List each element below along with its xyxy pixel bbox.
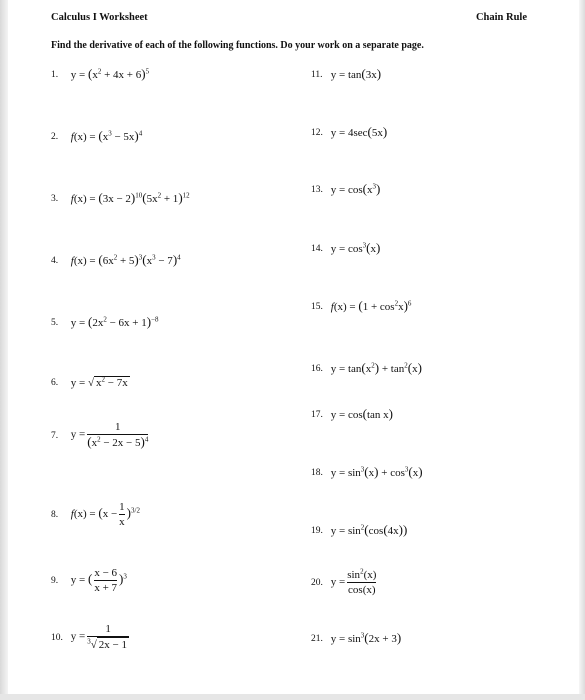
problem-2: [51, 128, 142, 144]
problem-expression: $y = \sin^2(\cos(4x))$: [330, 522, 408, 537]
problem-expression: f(x) = (x − $\frac{1}{x}$ )$^{3/2}$: [70, 501, 140, 528]
problem-number: 5.: [51, 317, 59, 328]
problem-number: 14.: [311, 243, 323, 254]
problem-expression: $f(x) = (x^3 - 5x)^4$: [70, 128, 143, 143]
problem-18: [311, 464, 423, 480]
problem-expression: y = tan(3x): [330, 66, 382, 81]
problem-number: 9.: [51, 576, 59, 587]
problem-20: [311, 568, 378, 597]
problem-expression: $y = \cos^3(x)$: [330, 240, 381, 255]
problem-17: [311, 406, 393, 422]
problem-1: [51, 66, 149, 82]
problem-expression: $y = \sin^3(2x + 3)$: [330, 630, 402, 645]
problem-number: 10.: [51, 632, 63, 643]
page-shadow-right: [579, 0, 585, 700]
problem-4: [51, 252, 181, 268]
page-shadow-left: [0, 0, 8, 700]
problem-12: [311, 124, 387, 140]
problem-11: [311, 66, 381, 82]
problem-number: 1.: [51, 69, 59, 80]
problem-8: [51, 500, 140, 529]
problem-expression: $y = \tan(x^2) + \tan^2(x)$: [330, 360, 422, 375]
problem-number: 4.: [51, 255, 59, 266]
problem-number: 17.: [311, 409, 323, 420]
problem-14: [311, 240, 380, 256]
problem-expression: y = 4sec(5x): [330, 124, 388, 139]
problem-expression: $f(x) = (1 + \cos^2x)^6$: [330, 298, 412, 313]
problem-number: 7.: [51, 430, 59, 441]
problem-19: [311, 522, 407, 538]
problem-expression: $y = \sin^3(x) + \cos^3(x)$: [330, 464, 423, 479]
problem-number: 3.: [51, 193, 59, 204]
worksheet-topic: Chain Rule: [475, 12, 527, 23]
problem-expression: y = cos(tan x): [330, 406, 394, 421]
problem-15: [311, 298, 411, 314]
problem-expression: y = $\frac{1}{(x^2 - 2x - 5)^4}$: [70, 421, 149, 449]
problem-expression: y = ( $\frac{x - 6}{x + 7}$ )$^3$: [70, 567, 127, 594]
problem-number: 16.: [311, 363, 323, 374]
problem-number: 20.: [311, 578, 323, 589]
problem-number: 2.: [51, 131, 59, 142]
problem-number: 18.: [311, 467, 323, 478]
problem-expression: $f(x) = (3x - 2)^{10}(5x^2 + 1)^{12}$: [70, 190, 190, 205]
worksheet-title: Calculus I Worksheet: [51, 12, 148, 23]
problem-9: [51, 566, 127, 595]
problem-10: [51, 622, 131, 652]
problem-expression: $f(x) = (6x^2 + 5)^3(x^3 - 7)^4$: [70, 252, 181, 267]
problem-expression: $y = (2x^2 - 6x + 1)^{-8}$: [70, 314, 159, 329]
problem-number: 6.: [51, 378, 59, 389]
problem-expression: y = $\frac{\sin^2(x)}{\cos(x)}$: [330, 567, 377, 596]
problem-13: [311, 181, 380, 197]
problem-21: [311, 630, 401, 646]
problem-5: [51, 314, 159, 330]
problem-7: [51, 420, 150, 450]
problem-expression: $y = \cos(x^3)$: [330, 181, 381, 196]
problem-number: 8.: [51, 510, 59, 521]
problem-expression: y = √ $x^2 - 7x$: [70, 375, 128, 389]
problem-number: 12.: [311, 127, 323, 138]
problem-number: 13.: [311, 184, 323, 195]
instructions: Find the derivative of each of the following functions. Do your work on a separate page.: [51, 40, 424, 51]
problem-3: [51, 190, 190, 206]
problem-number: 11.: [311, 69, 323, 80]
problem-6: [51, 376, 130, 389]
page-shadow-bottom: [0, 694, 585, 700]
problem-expression: y = $\frac{1}{^3√ 2x - 1}$: [70, 623, 127, 651]
problem-number: 15.: [311, 301, 323, 312]
problem-number: 21.: [311, 633, 323, 644]
problem-expression: $y = (x^2 + 4x + 6)^5$: [70, 66, 150, 81]
problem-16: [311, 360, 422, 376]
problem-number: 19.: [311, 525, 323, 536]
